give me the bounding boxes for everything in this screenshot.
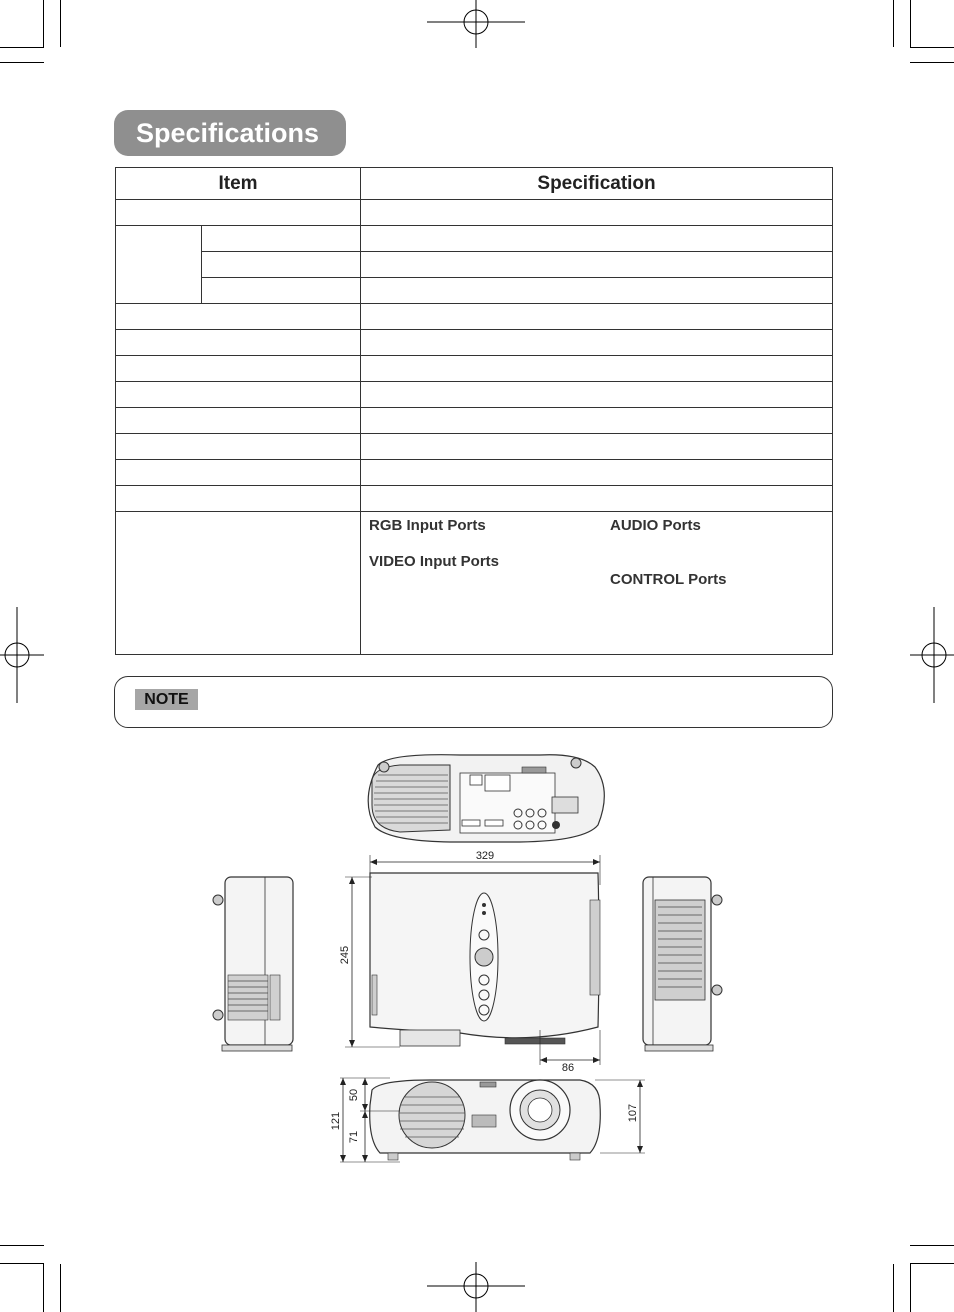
table-cell xyxy=(116,408,361,434)
crop-mark xyxy=(0,1263,44,1264)
table-cell xyxy=(116,200,361,226)
dimension-body-height-label: 107 xyxy=(627,1103,639,1123)
registration-mark-top xyxy=(427,0,525,48)
table-cell xyxy=(361,200,833,226)
table-cell xyxy=(361,278,833,304)
table-row xyxy=(116,486,833,512)
table-cell xyxy=(361,330,833,356)
table-row-ports xyxy=(116,512,833,655)
video-input-ports-label: VIDEO Input Ports xyxy=(369,553,500,570)
table-cell xyxy=(361,252,833,278)
table-cell xyxy=(202,226,361,252)
table-cell xyxy=(116,330,361,356)
crop-mark xyxy=(43,1264,44,1312)
front-view xyxy=(370,1080,601,1160)
crop-mark xyxy=(910,1264,911,1312)
crop-mark xyxy=(60,1264,61,1312)
dimension-lens-offset-label: 86 xyxy=(561,1062,575,1074)
dimension-lower-height-label: 71 xyxy=(348,1130,360,1144)
table-cell xyxy=(361,226,833,252)
table-header-row xyxy=(116,168,833,200)
crop-mark xyxy=(893,1264,894,1312)
crop-mark xyxy=(910,47,954,48)
column-header-item: Item xyxy=(116,168,361,200)
audio-ports-label: AUDIO Ports xyxy=(610,517,701,534)
note-label: NOTE xyxy=(135,689,198,710)
crop-mark xyxy=(910,0,911,47)
crop-mark xyxy=(910,1263,954,1264)
table-cell xyxy=(116,226,202,304)
table-row xyxy=(116,304,833,330)
specifications-table xyxy=(115,167,833,655)
table-cell xyxy=(361,486,833,512)
registration-mark-bottom xyxy=(427,1262,525,1312)
table-cell xyxy=(361,382,833,408)
table-cell xyxy=(116,356,361,382)
table-row xyxy=(116,330,833,356)
crop-mark xyxy=(0,47,44,48)
table-row xyxy=(116,252,833,278)
registration-mark-right xyxy=(910,607,954,703)
table-cell xyxy=(202,252,361,278)
table-cell xyxy=(361,408,833,434)
crop-mark xyxy=(910,1245,954,1246)
table-row xyxy=(116,200,833,226)
crop-mark xyxy=(60,0,61,47)
table-row xyxy=(116,226,833,252)
table-row xyxy=(116,460,833,486)
table-cell xyxy=(361,356,833,382)
dimension-width-label: 329 xyxy=(475,850,495,862)
crop-mark xyxy=(893,0,894,47)
crop-mark xyxy=(43,0,44,47)
right-side-view xyxy=(643,877,722,1051)
dimension-depth-label: 245 xyxy=(339,945,351,965)
table-cell xyxy=(116,304,361,330)
table-row xyxy=(116,278,833,304)
registration-mark-left xyxy=(0,607,44,703)
column-header-specification: Specification xyxy=(361,168,833,200)
table-cell xyxy=(116,512,361,655)
dimension-total-height-label: 121 xyxy=(330,1111,342,1131)
top-view xyxy=(370,873,600,1046)
table-cell xyxy=(202,278,361,304)
table-cell xyxy=(361,460,833,486)
table-cell xyxy=(116,486,361,512)
table-cell xyxy=(116,434,361,460)
table-cell xyxy=(361,434,833,460)
rear-view xyxy=(368,755,604,842)
crop-mark xyxy=(910,62,954,63)
rgb-input-ports-label: RGB Input Ports xyxy=(369,517,486,534)
ports-cell xyxy=(361,512,833,655)
page-title: Specifications xyxy=(114,110,346,156)
control-ports-label: CONTROL Ports xyxy=(610,571,727,588)
note-box xyxy=(114,676,833,728)
crop-mark xyxy=(0,62,44,63)
table-cell xyxy=(116,460,361,486)
table-cell xyxy=(361,304,833,330)
table-row xyxy=(116,356,833,382)
table-row xyxy=(116,434,833,460)
table-cell xyxy=(116,382,361,408)
projector-dimension-drawing xyxy=(200,745,740,1175)
crop-mark xyxy=(0,1245,44,1246)
table-row xyxy=(116,408,833,434)
table-row xyxy=(116,382,833,408)
dimension-upper-height-label: 50 xyxy=(348,1088,360,1102)
left-side-view xyxy=(213,877,293,1051)
